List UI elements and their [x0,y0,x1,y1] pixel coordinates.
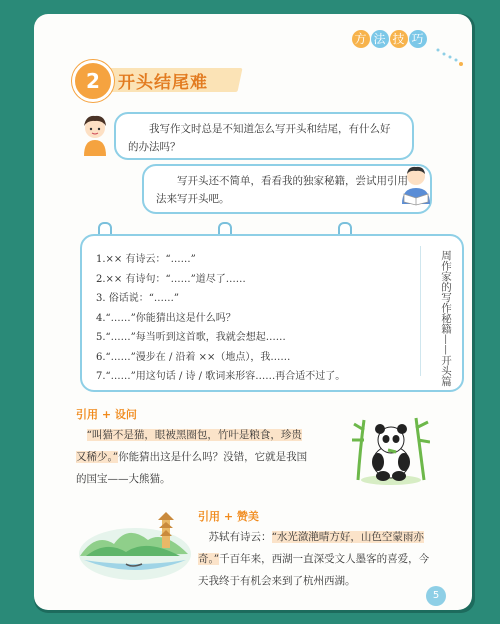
section-heading [72,60,242,98]
girl-avatar-icon [78,112,112,158]
writing-secrets-box [80,234,464,392]
para-text: 苏轼有诗云： [208,531,272,543]
heading-number: 2 [72,60,114,102]
quote-highlight: “叫猫不是猫，眼被黑圈包，竹叶是粮食，珍贵 [86,429,302,441]
quote-highlight: 奇。” [198,553,220,565]
answer-text: 写开头还不简单，看看我的独家秘籍，尝试用引用法来写开头吧。 [156,175,408,205]
section2-paragraph [198,526,448,592]
tag-char: 技 [390,30,408,48]
boy-reading-avatar-icon [396,164,436,206]
decorative-dots-icon [434,46,464,66]
para-text: 千百年来，西湖一直深受文人墨客的喜爱，今 [219,553,430,565]
question-bubble [114,112,414,160]
para-text: 天我终于有机会来到了杭州西湖。 [198,575,356,587]
section1-paragraph [76,424,336,490]
page-number: 5 [426,586,446,606]
method-tips-tag [352,30,428,48]
vertical-divider [420,246,421,376]
heading-title: 开头结尾难 [118,73,208,93]
tag-char: 法 [371,30,389,48]
quote-highlight: 又稀少。” [76,451,119,463]
para-text: 的国宝——大熊猫。 [76,473,171,485]
list-item: 3. 俗话说：“……” [96,293,179,304]
question-text: 我写作文时总是不知道怎么写开头和结尾，有什么好的办法吗？ [128,123,391,153]
list-item: 7.“……”用这句话 / 诗 / 歌词来形容……再合适不过了。 [96,371,346,382]
para-text: 你能猜出这是什么吗？没错，它就是我国 [118,451,308,463]
panda-illustration-icon [352,410,430,486]
tag-char: 巧 [409,30,427,48]
list-item: 4.“……”你能猜出这是什么吗？ [96,312,236,324]
secrets-side-label: 周作家的写作秘籍——开头篇 [440,250,452,387]
section2-label: 引用 + 赞美 [198,510,259,523]
west-lake-illustration-icon [76,510,194,582]
list-item: 1.×× 有诗云：“……” [96,254,196,265]
list-item: 6.“……”漫步在 / 沿着 ××（地点），我…… [96,351,291,363]
list-item: 5.“……”每当听到这首歌，我就会想起…… [96,332,286,343]
opening-pattern-list [82,236,462,387]
answer-bubble [142,164,432,214]
tag-char: 方 [352,30,370,48]
quote-highlight: “水光潋滟晴方好，山色空蒙雨亦 [271,531,424,543]
list-item: 2.×× 有诗句：“……”道尽了…… [96,273,246,285]
section1-label: 引用 + 设问 [76,408,137,421]
book-page [34,14,472,610]
